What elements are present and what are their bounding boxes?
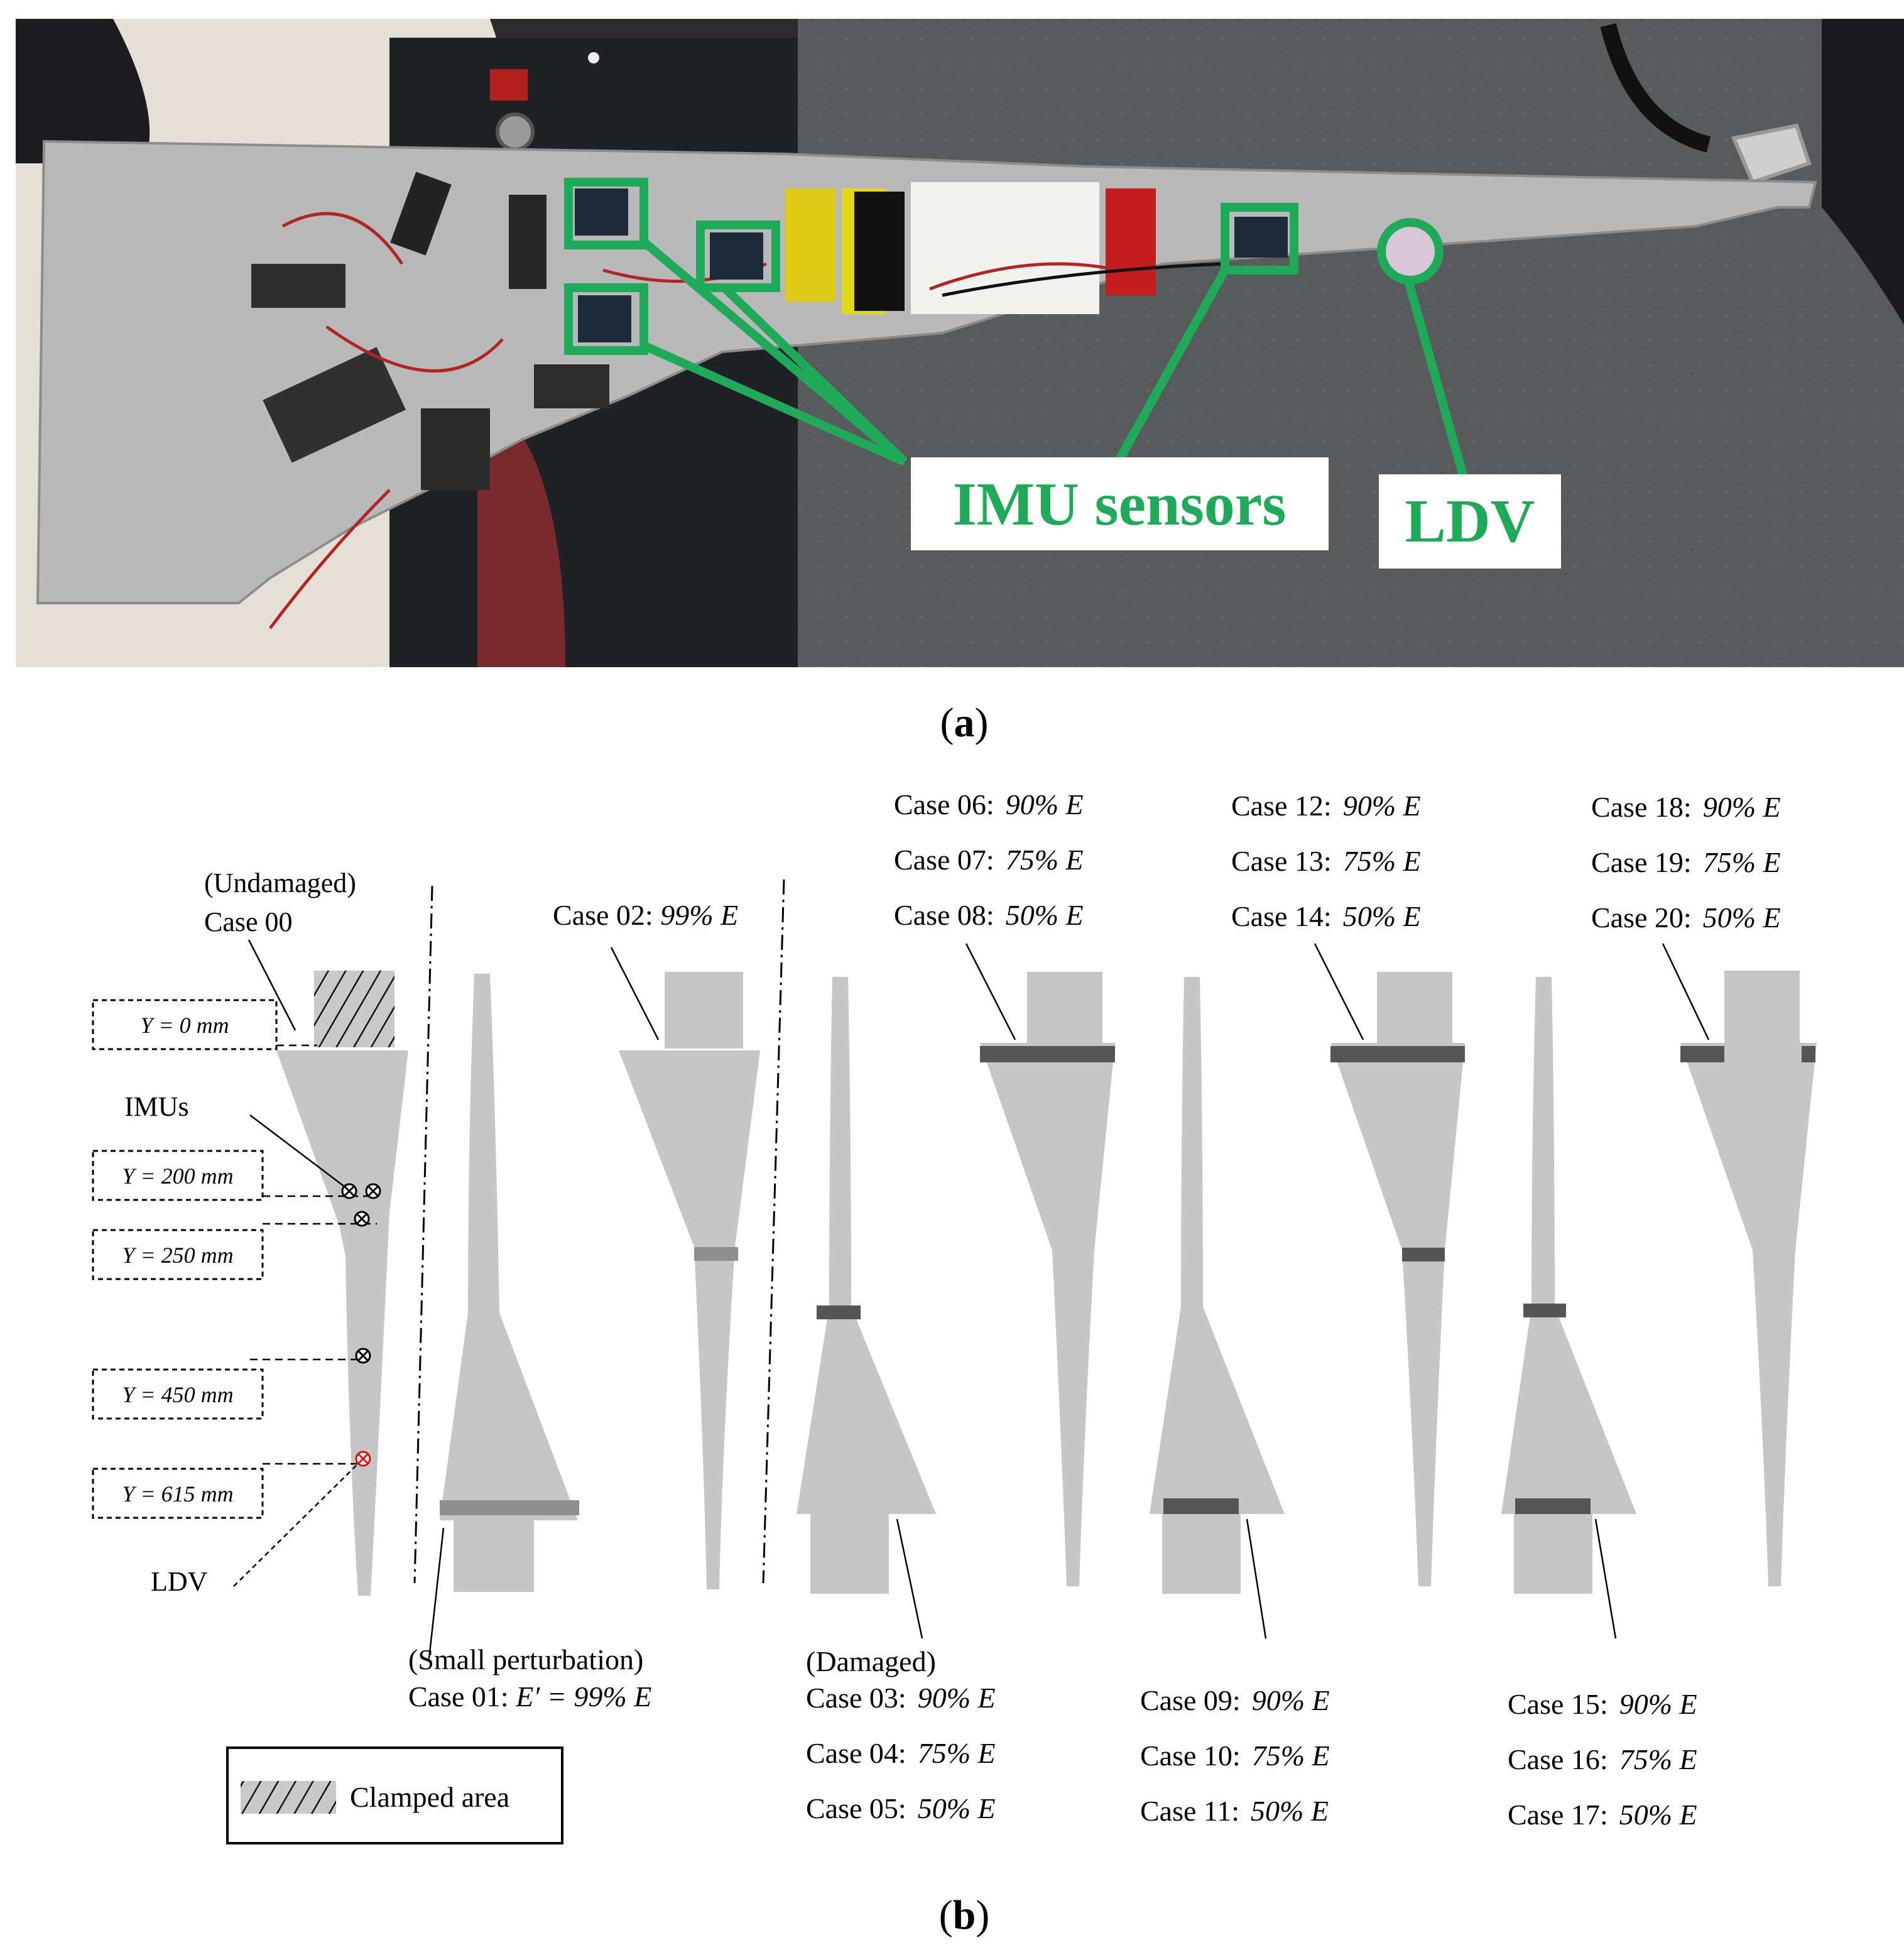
imu-marker: [356, 1349, 370, 1363]
black-tape-7: [534, 364, 609, 408]
undamaged-label: (Undamaged): [204, 868, 356, 898]
black-tape: [854, 192, 905, 311]
case16-label: Case 16: 75% E: [1508, 1743, 1697, 1775]
case02-label: Case 02: 99% E: [553, 899, 739, 931]
sub-label-b: (b): [938, 1892, 990, 1938]
top-case-labels: [553, 788, 1781, 934]
black-tape-6: [509, 195, 547, 289]
ldv-target-circle: [1381, 222, 1439, 280]
concrete-floor-tone: [798, 19, 1904, 667]
imu-board-1: [575, 188, 628, 236]
imu-marker: [366, 1184, 380, 1198]
sub-label-a: (a): [940, 700, 989, 746]
blade-case12: [1330, 972, 1465, 1586]
bottom-case-labels: [408, 1643, 1697, 1831]
damaged-label: (Damaged): [806, 1645, 936, 1677]
case00-label: Case 00: [204, 907, 293, 937]
y-labels: [93, 1000, 276, 1518]
red-tape: [1106, 188, 1156, 295]
imu-board-3: [578, 295, 631, 342]
y-label-0: Y = 0 mm: [140, 1013, 229, 1038]
case01-label: Case 01: E′ = 99% E: [408, 1681, 652, 1713]
case13-label: Case 13: 75% E: [1231, 845, 1421, 877]
imu-board-4: [1234, 217, 1288, 258]
case18-label: Case 18: 90% E: [1591, 791, 1781, 823]
ldv-label: LDV: [151, 1566, 208, 1597]
imu-marker: [355, 1212, 369, 1226]
case05-label: Case 05: 50% E: [806, 1792, 996, 1824]
red-clip: [490, 69, 528, 101]
imu-sensors-label: IMU sensors: [952, 471, 1287, 538]
case08-label: Case 08: 50% E: [894, 899, 1084, 931]
blade-case15: [1501, 977, 1636, 1594]
case10-label: Case 10: 75% E: [1140, 1740, 1330, 1772]
black-tape-5: [421, 408, 490, 490]
case09-label: Case 09: 90% E: [1140, 1684, 1330, 1716]
diagram-panel-b: [93, 788, 1817, 1843]
case11-label: Case 11: 50% E: [1140, 1795, 1329, 1827]
small-perturbation-label: (Small perturbation): [408, 1643, 644, 1675]
case04-label: Case 04: 75% E: [806, 1737, 996, 1769]
case17-label: Case 17: 50% E: [1508, 1799, 1697, 1831]
imu-board-2: [710, 232, 763, 280]
clamped-area: [314, 971, 394, 1047]
case19-label: Case 19: 75% E: [1591, 846, 1781, 878]
black-tape-3: [251, 264, 345, 308]
case06-label: Case 06: 90% E: [894, 788, 1084, 820]
blade-case01: [440, 974, 579, 1592]
blade-case03: [797, 977, 936, 1594]
blade-case06: [980, 972, 1115, 1586]
light-dot: [588, 52, 599, 63]
ldv-photo-label: LDV: [1405, 488, 1535, 555]
case14-label: Case 14: 50% E: [1231, 900, 1421, 932]
photo-panel-a: [16, 19, 1904, 667]
imus-label: IMUs: [124, 1091, 189, 1122]
white-tape: [911, 182, 1099, 314]
y-label-450: Y = 450 mm: [122, 1382, 234, 1407]
y-label-200: Y = 200 mm: [122, 1163, 234, 1189]
blade-case09: [1150, 977, 1285, 1594]
blade-case18: [1680, 971, 1817, 1586]
ldv-marker: [356, 1452, 370, 1466]
blade-shape-case00: [276, 1050, 408, 1596]
yellow-tape-2: [785, 188, 835, 302]
blade-case00: [276, 971, 408, 1596]
legend-swatch: [241, 1781, 336, 1814]
y-label-615: Y = 615 mm: [122, 1481, 234, 1506]
case15-label: Case 15: 90% E: [1508, 1688, 1697, 1720]
legend-label: Clamped area: [350, 1781, 510, 1813]
case12-label: Case 12: 90% E: [1231, 790, 1421, 822]
case03-label: Case 03: 90% E: [806, 1682, 996, 1714]
y-label-250: Y = 250 mm: [122, 1243, 234, 1268]
legend: [227, 1748, 562, 1843]
case07-label: Case 07: 75% E: [894, 844, 1084, 876]
gauge: [498, 114, 533, 150]
blade-case02: [619, 972, 760, 1589]
case20-label: Case 20: 50% E: [1591, 902, 1781, 934]
